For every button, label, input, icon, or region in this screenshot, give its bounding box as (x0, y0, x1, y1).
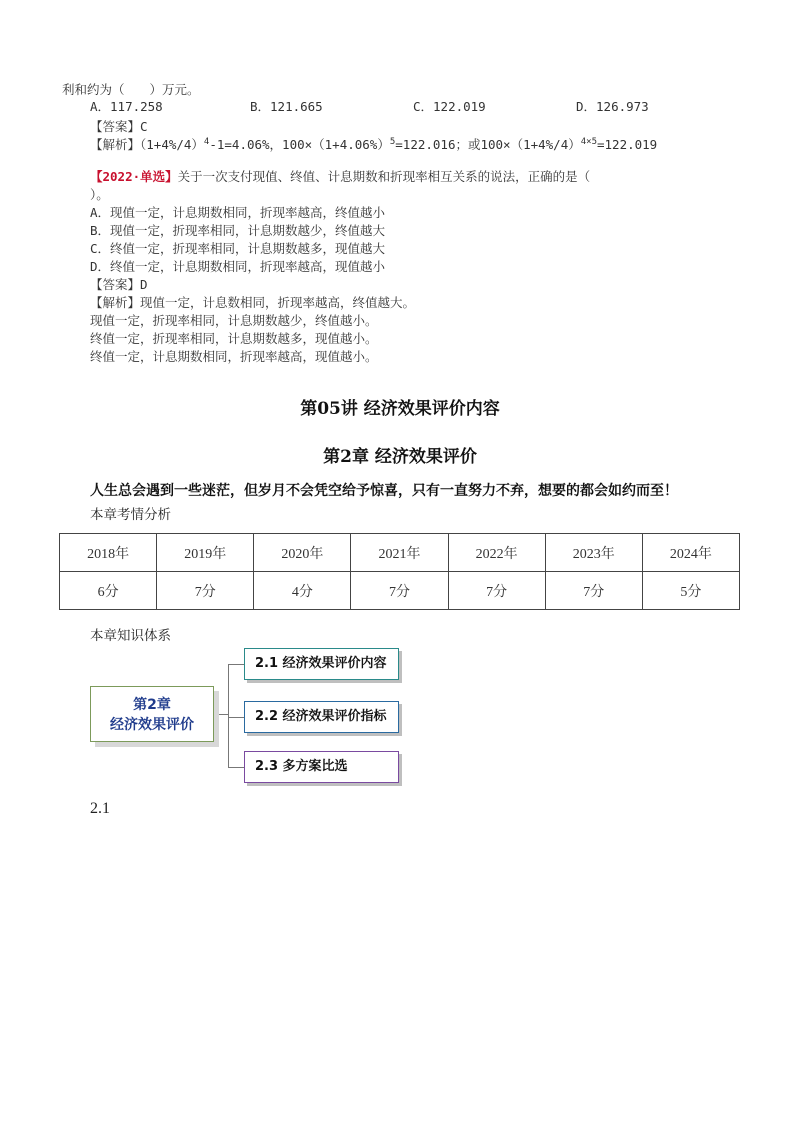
section-node-2-3: 2.3 多方案比选 (244, 751, 399, 783)
chapter-title: 第2章 经济效果评价 (323, 447, 477, 467)
connector-line (228, 717, 244, 718)
q2-option-a: A．现值一定，计息期数相同，折现率越高，终值越小 (90, 205, 386, 220)
q1-analysis-part3: =122.016；或100×（1+4%/4） (395, 137, 581, 152)
q2-stem-end: ）。 (90, 187, 109, 202)
q1-analysis-label: 【解析】 (90, 137, 141, 152)
q2-option-d: D．终值一定，计息期数相同，折现率越高，现值越小 (90, 259, 386, 274)
q1-answer: 【答案】C (90, 119, 148, 134)
q2-stem (90, 167, 590, 185)
q2-analysis-line1: 【解析】现值一定，计息数相同，折现率越高，终值越大。 (90, 295, 416, 310)
year-cell: 2020年 (254, 534, 351, 572)
exam-analysis-label: 本章考情分析 (90, 507, 171, 523)
q2-option-c: C．终值一定，折现率相同，计息期数越多，现值越大 (90, 241, 386, 256)
q1-option-c: C．122.019 (413, 99, 486, 114)
lecture-title: 第05讲 经济效果评价内容 (300, 399, 500, 419)
q1-option-a: A．117.258 (90, 99, 163, 114)
year-cell: 2022年 (448, 534, 545, 572)
q2-stem-text: 关于一次支付现值、终值、计息期数和折现率相互关系的说法，正确的是（ (177, 169, 591, 184)
score-cell: 7分 (157, 572, 254, 610)
score-cell: 6分 (60, 572, 157, 610)
connector-line (228, 767, 244, 768)
q1-analysis-sup1: 4 (203, 136, 210, 147)
year-cell: 2024年 (642, 534, 739, 572)
motto: 人生总会遇到一些迷茫，但岁月不会凭空给予惊喜，只有一直努力不弃，想要的都会如约而至！ (90, 483, 678, 499)
q2-analysis-line3: 终值一定，折现率相同，计息期数越多，现值越小。 (90, 331, 378, 346)
q1-stem-tail: 利和约为（ ）万元。 (62, 82, 200, 97)
section-heading: 2.1 (90, 800, 110, 817)
table-row-years (60, 534, 740, 572)
score-cell: 4分 (254, 572, 351, 610)
q1-analysis-sup2: 5 (389, 136, 396, 147)
chapter-node-line2: 经济效果评价 (110, 717, 194, 733)
chapter-node-line1: 第2章 (133, 697, 171, 713)
year-cell: 2018年 (60, 534, 157, 572)
q1-analysis-part1: （1+4%/4） (140, 137, 204, 152)
connector-line (214, 714, 228, 715)
table-row-scores (60, 572, 740, 610)
q1-analysis-sup3: 4×5 (580, 136, 597, 147)
exam-score-table (59, 533, 740, 610)
q1-analysis (90, 135, 657, 153)
q2-tag: 【2022·单选】 (90, 169, 178, 184)
q2-analysis-line4: 终值一定，计息期数相同，折现率越高，现值越小。 (90, 349, 378, 364)
year-cell: 2019年 (157, 534, 254, 572)
year-cell: 2023年 (545, 534, 642, 572)
score-cell: 7分 (545, 572, 642, 610)
connector-line (228, 664, 244, 665)
year-cell: 2021年 (351, 534, 448, 572)
score-cell: 5分 (642, 572, 739, 610)
chapter-node (90, 686, 214, 742)
q2-analysis-line2: 现值一定，折现率相同，计息期数越少，终值越小。 (90, 313, 378, 328)
section-node-2-1: 2.1 经济效果评价内容 (244, 648, 399, 680)
q1-option-b: B．121.665 (250, 99, 323, 114)
score-cell: 7分 (448, 572, 545, 610)
knowledge-system-label: 本章知识体系 (90, 628, 171, 644)
section-node-2-2: 2.2 经济效果评价指标 (244, 701, 399, 733)
bracket-line (228, 664, 229, 767)
q2-option-b: B．现值一定，折现率相同，计息期数越少，终值越大 (90, 223, 386, 238)
q1-analysis-part4: =122.019 (597, 137, 658, 152)
q2-answer: 【答案】D (90, 277, 148, 292)
q1-option-d: D．126.973 (576, 99, 649, 114)
score-cell: 7分 (351, 572, 448, 610)
q1-analysis-part2: -1=4.06%，100×（1+4.06%） (209, 137, 390, 152)
